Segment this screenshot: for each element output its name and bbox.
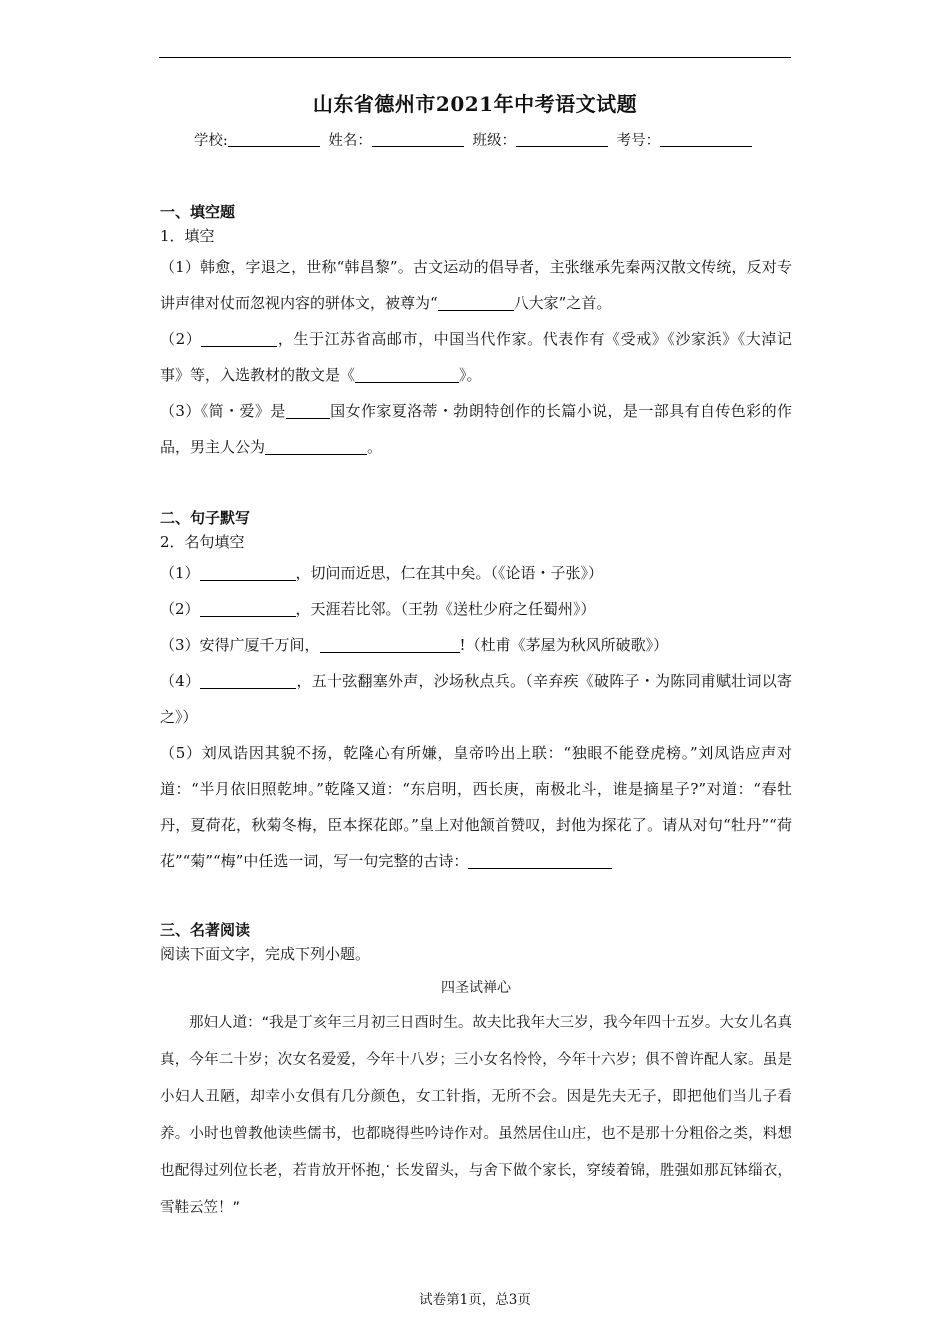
- story-passage: [160, 1005, 792, 1227]
- story-text: 那妇人道：“我是丁亥年三月初三日酉时生。故夫比我年大三岁，我今年四十五岁。大女儿名真真，今年二十岁；次女名爱爱，今年十八岁；三小女名怜怜，今年十六岁；俱不曾许配人家。虽是小妇人丑陋，却幸小女俱有几分: [160, 1015, 792, 1105]
- name-blank[interactable]: [372, 132, 464, 147]
- answer-blank[interactable]: [200, 601, 296, 617]
- answer-blank[interactable]: [438, 295, 514, 311]
- q2-item-2-text-end: ，天涯若比邻。（王勃《送杜少府之任蜀州》）: [295, 600, 596, 618]
- q2-item-3-text-end: !（杜甫《茅屋为秋风所破歌》）: [459, 636, 669, 654]
- q1-item-3-text: （3）《简・爱》是: [160, 402, 286, 420]
- q2-item-2: [160, 591, 792, 627]
- class-label: 班级：: [472, 133, 516, 149]
- story-text: ，长发留头，与舍下做个家长，穿: [380, 1163, 602, 1179]
- section-1-heading: 一、填空题: [160, 203, 236, 221]
- q1-item-2: [160, 321, 792, 393]
- section-2-heading: 二、句子默写: [160, 509, 251, 527]
- q2-item-4-text: （4）: [160, 672, 201, 690]
- q1-item-2-text-end: 》。: [459, 366, 482, 384]
- q2-item-1-text: （1）: [160, 564, 200, 582]
- answer-blank[interactable]: [265, 439, 367, 455]
- class-blank[interactable]: [516, 132, 608, 147]
- q2-item-2-text: （2）: [160, 600, 200, 618]
- answer-blank[interactable]: [320, 637, 460, 653]
- q2-item-4-text-end: ，五十弦翻塞外声，沙场秋点兵。（辛弃疾《破阵子・为陈同甫赋壮词以寄之》）: [160, 672, 792, 726]
- q1-item-1: [160, 249, 792, 321]
- q2-item-1: [160, 555, 792, 591]
- q1-item-1-text: （1）韩愈，字退之，世称“韩昌黎”。古文运动的倡导者，主张继承先秦两汉散文传统，反对专讲声律对仗而忽视内容的骈体文，被尊为“: [160, 258, 792, 312]
- school-label: 学校:: [193, 133, 228, 149]
- q1-item-1-text-end: 八大家”之首。: [513, 294, 612, 312]
- page-footer: 试卷第1页，总3页: [419, 1292, 531, 1308]
- emphasis-char: · 抱: [366, 1163, 381, 1179]
- q2-item-3: [160, 627, 792, 663]
- exam-title: 山东省德州市2021年中考语文试题: [312, 92, 638, 116]
- story-text: 色，女工针指，无所不会。因是先夫无子，即把他们当儿子看养。小时也曾教他读些儒书，也都晓得些吟诗作对。虽然居住山庄，也不是那十分粗俗之类，料想也配得过列位长老，若肯放开: [160, 1089, 793, 1179]
- student-info-line: [0, 129, 950, 150]
- emphasis-char: · 绫: [601, 1163, 616, 1179]
- question-1-label: 1．填空: [160, 227, 215, 245]
- emphasis-char: · 怀: [351, 1163, 366, 1179]
- emphasis-char: · 颜: [371, 1089, 386, 1105]
- story-title: 四圣试禅心: [441, 980, 511, 996]
- answer-blank[interactable]: [355, 367, 459, 383]
- exam-content: [160, 201, 792, 1227]
- name-label: 姓名：: [328, 133, 372, 149]
- q2-item-5: [160, 735, 792, 879]
- exam-no-label: 考号：: [616, 133, 661, 149]
- q1-item-2-text-mid: ，生于江苏省高邮市，中国当代作家。代表作有《受戒》《沙家浜》《大淖记事》等，入选教材的散文是《: [160, 330, 792, 384]
- school-blank[interactable]: [228, 132, 320, 147]
- exam-no-blank[interactable]: [660, 132, 752, 147]
- q1-item-3: [160, 393, 792, 465]
- answer-blank[interactable]: [200, 565, 296, 581]
- section-3-heading: 三、名著阅读: [160, 921, 251, 939]
- q1-item-3-text-end: 。: [367, 438, 383, 456]
- q1-item-2-text: （2）: [160, 330, 202, 348]
- top-rule: [159, 57, 791, 58]
- q2-item-5-text: （5）刘凤诰因其貌不扬，乾隆心有所嫌，皇帝吟出上联：“独眼不能登虎榜。”刘凤诰应声对道：“半月依旧照乾坤。”乾隆又道：“东启明，西长庚，南极北斗，谁是摘星子?”对道：“春牡丹，夏荷花，秋菊冬梅，臣本探花郎。”皇上对他颔首赞叹，封他为探花了。请从对句“牡丹”“荷花”“菊”“梅”中任选一词，写一句完整的古诗：: [160, 744, 792, 870]
- q2-item-4: [160, 663, 792, 735]
- q2-item-1-text-end: ，切问而近思，仁在其中矣。（《论语・子张》）: [295, 564, 604, 582]
- story-text: 着锦，胜强如那瓦钵缁衣，雪鞋云笠！”: [160, 1163, 793, 1216]
- answer-blank[interactable]: [468, 853, 612, 869]
- answer-blank[interactable]: [200, 673, 296, 689]
- section-3-intro: 阅读下面文字，完成下列小题。: [160, 945, 371, 963]
- answer-blank[interactable]: [286, 403, 330, 419]
- q1-item-3-text-mid: 国女作家夏洛蒂・勃朗特创作的长篇小说，是一部具有自传色彩的作品，男主人公为: [160, 402, 792, 456]
- question-2-label: 2．名句填空: [160, 533, 245, 551]
- answer-blank[interactable]: [201, 331, 277, 347]
- q2-item-3-text: （3）安得广厦千万间，: [160, 636, 320, 654]
